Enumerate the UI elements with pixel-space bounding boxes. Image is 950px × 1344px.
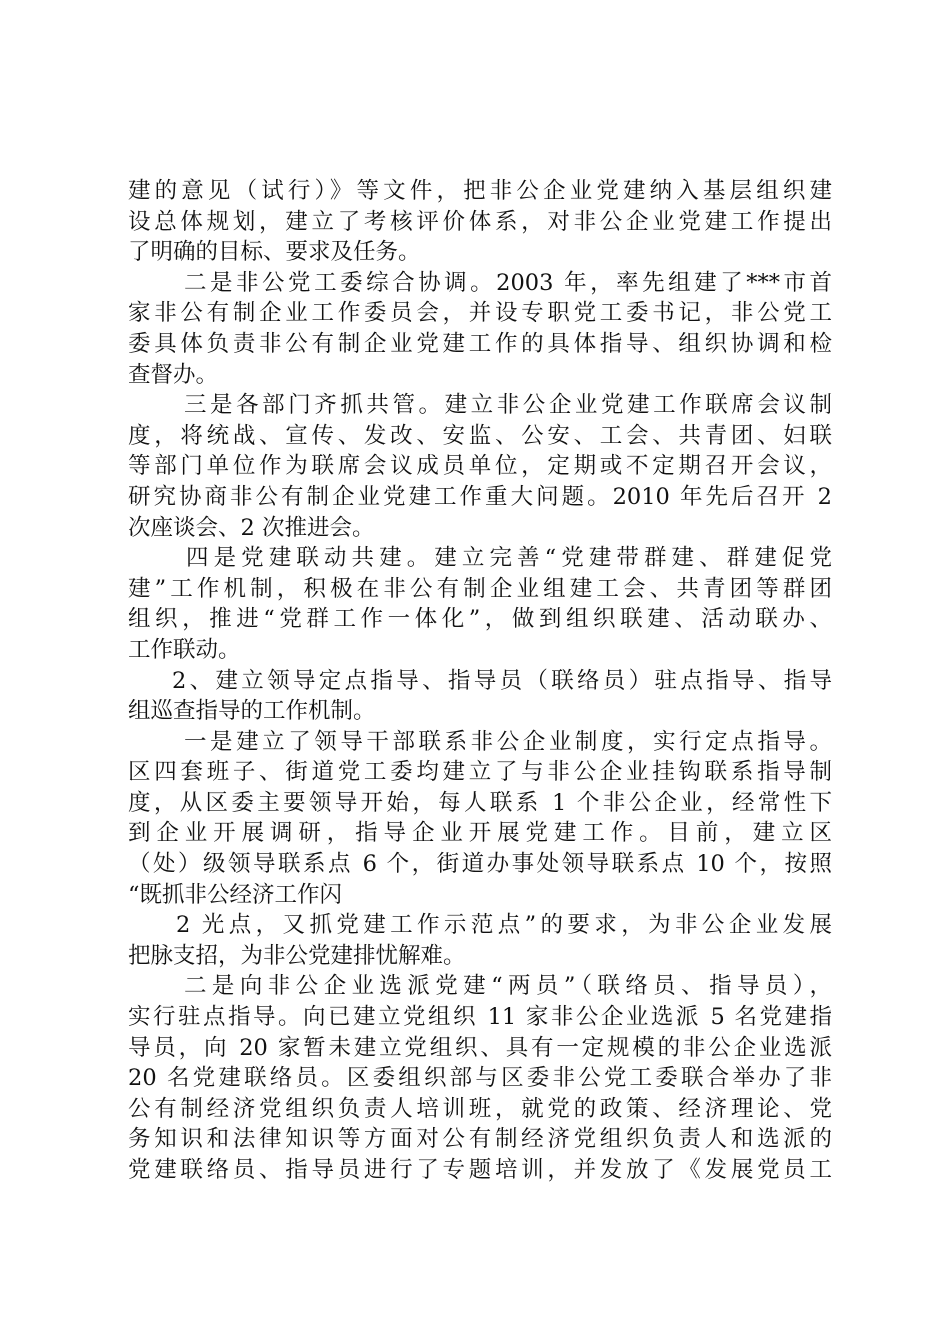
text-line: 建”工作机制，积极在非公有制企业组建工会、共青团等群团 [128, 575, 832, 602]
section-heading-line: 2、建立领导定点指导、指导员（联络员）驻点指导、指导 [172, 667, 832, 694]
text-line: 度，将统战、宣传、发改、安监、公安、工会、共青团、妇联 [128, 422, 832, 449]
paragraph-start-line: 三是各部门齐抓共管。建立非公企业党建工作联席会议制 [184, 392, 832, 419]
paragraph-start-line: 二是向非公企业选派党建“两员”（联络员、指导员）， [184, 973, 832, 1000]
text-line: 把脉支招，为非公党建排忧解难。 [128, 942, 466, 969]
text-line: 了明确的目标、要求及任务。 [128, 239, 421, 266]
paragraph-start-line: 一是建立了领导干部联系非公企业制度，实行定点指导。 [184, 728, 832, 755]
text-line: 建的意见（试行）》等文件，把非公企业党建纳入基层组织建 [128, 178, 832, 204]
text-line: 委具体负责非公有制企业党建工作的具体指导、组织协调和检 [128, 330, 832, 357]
text-line: 等部门单位作为联席会议成员单位，定期或不定期召开会议， [128, 453, 832, 480]
text-line: 区四套班子、街道党工委均建立了与非公企业挂钩联系指导制 [128, 759, 832, 786]
paragraph-start-line: 二是非公党工委综合协调。2003 年，率先组建了***市首 [184, 269, 832, 296]
text-line: 到企业开展调研，指导企业开展党建工作。目前，建立区 [128, 820, 832, 847]
paragraph-start-line: 四是党建联动共建。建立完善“党建带群建、群建促党 [186, 545, 832, 572]
text-line: 务知识和法律知识等方面对公有制经济党组织负责人和选派的 [128, 1126, 832, 1153]
text-line: （处）级领导联系点 6 个，街道办事处领导联系点 10 个，按照 [128, 851, 832, 878]
text-line: 20 名党建联络员。区委组织部与区委非公党工委联合举办了非 [128, 1065, 832, 1092]
text-line: 工作联动。 [128, 636, 241, 663]
text-line: 组巡查指导的工作机制。 [128, 698, 376, 725]
text-line: 家非公有制企业工作委员会，并设专职党工委书记，非公党工 [128, 300, 832, 327]
paragraph-start-line: 2 光点，又抓党建工作示范点”的要求，为非公企业发展 [176, 912, 832, 939]
text-line: 设总体规划，建立了考核评价体系，对非公企业党建工作提出 [128, 208, 832, 235]
text-line: 实行驻点指导。向已建立党组织 11 家非公企业选派 5 名党建指 [128, 1004, 832, 1031]
text-line: 次座谈会、2 次推进会。 [128, 514, 375, 541]
text-line: 度，从区委主要领导开始，每人联系 1 个非公企业，经常性下 [128, 789, 832, 816]
text-line: 研究协商非公有制企业党建工作重大问题。2010 年先后召开 2 [128, 483, 832, 510]
text-line: 党建联络员、指导员进行了专题培训，并发放了《发展党员工 [128, 1157, 832, 1183]
document-body [128, 176, 832, 1186]
text-line: 组织，推进“党群工作一体化”，做到组织联建、活动联办、 [128, 606, 832, 633]
text-line: 查督办。 [128, 361, 219, 388]
text-line: “既抓非公经济工作闪 [128, 881, 343, 908]
text-line: 导员，向 20 家暂未建立党组织、具有一定规模的非公企业选派 [128, 1034, 832, 1061]
text-line: 公有制经济党组织负责人培训班，就党的政策、经济理论、党 [128, 1095, 832, 1122]
